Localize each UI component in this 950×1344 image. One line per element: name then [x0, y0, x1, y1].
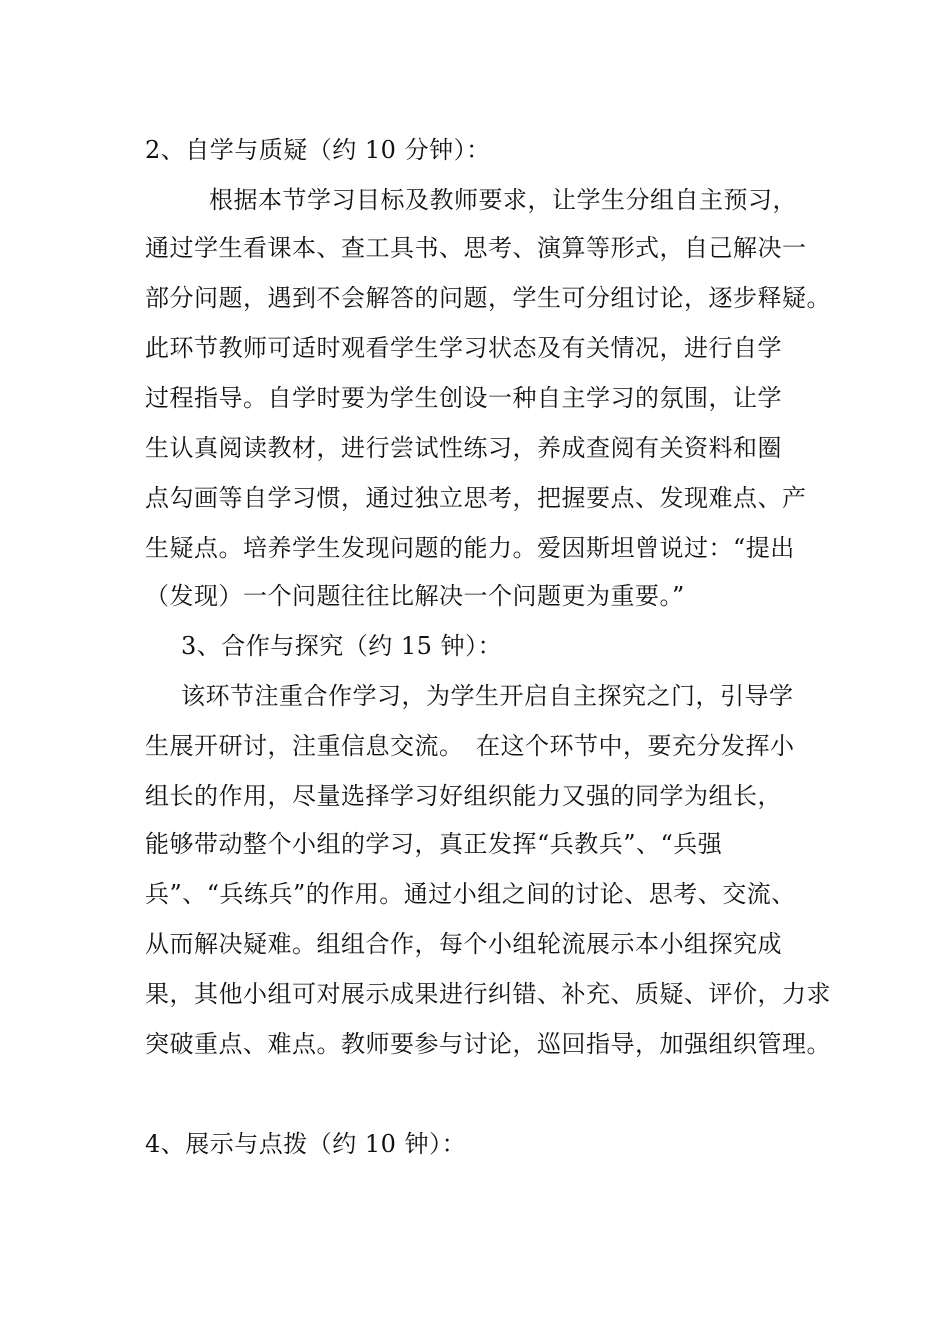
section-2-line-8: 生疑点。培养学生发现问题的能力。爱因斯坦曾说过：“提出	[145, 534, 795, 562]
section-2-line-1: 根据本节学习目标及教师要求，让学生分组自主预习，	[209, 186, 797, 214]
section-3-line-6: 从而解决疑难。组组合作，每个小组轮流展示本小组探究成	[145, 930, 782, 958]
section-2-heading: 2、自学与质疑（约 10 分钟）：	[145, 136, 491, 164]
section-2-line-9: （发现）一个问题往往比解决一个问题更为重要。”	[145, 582, 685, 610]
section-3-line-3: 组长的作用，尽量选择学习好组织能力又强的同学为组长，	[145, 782, 782, 810]
section-2-line-6: 生认真阅读教材，进行尝试性练习，养成查阅有关资料和圈	[145, 434, 782, 462]
section-4-heading: 4、展示与点拨（约 10 钟）：	[145, 1130, 467, 1158]
section-2-line-4: 此环节教师可适时观看学生学习状态及有关情况，进行自学	[145, 334, 782, 362]
section-3-line-4: 能够带动整个小组的学习，真正发挥“兵教兵”、“兵强	[145, 830, 723, 858]
section-2-line-7: 点勾画等自学习惯，通过独立思考，把握要点、发现难点、产	[145, 484, 807, 512]
section-3-line-2: 生展开研讨，注重信息交流。 在这个环节中，要充分发挥小	[145, 732, 795, 760]
section-3-line-8: 突破重点、难点。教师要参与讨论，巡回指导，加强组织管理。	[145, 1030, 831, 1058]
section-2-line-5: 过程指导。自学时要为学生创设一种自主学习的氛围，让学	[145, 384, 782, 412]
section-3-line-5: 兵”、“兵练兵”的作用。通过小组之间的讨论、思考、交流、	[145, 880, 796, 908]
section-3-line-7: 果，其他小组可对展示成果进行纠错、补充、质疑、评价，力求	[145, 980, 831, 1008]
section-2-line-2: 通过学生看课本、查工具书、思考、演算等形式，自己解决一	[145, 234, 807, 262]
section-3-line-1: 该环节注重合作学习，为学生开启自主探究之门，引导学	[181, 682, 794, 710]
section-3-heading: 3、合作与探究（约 15 钟）：	[181, 632, 503, 660]
section-2-line-3: 部分问题，遇到不会解答的问题，学生可分组讨论，逐步释疑。	[145, 284, 831, 312]
